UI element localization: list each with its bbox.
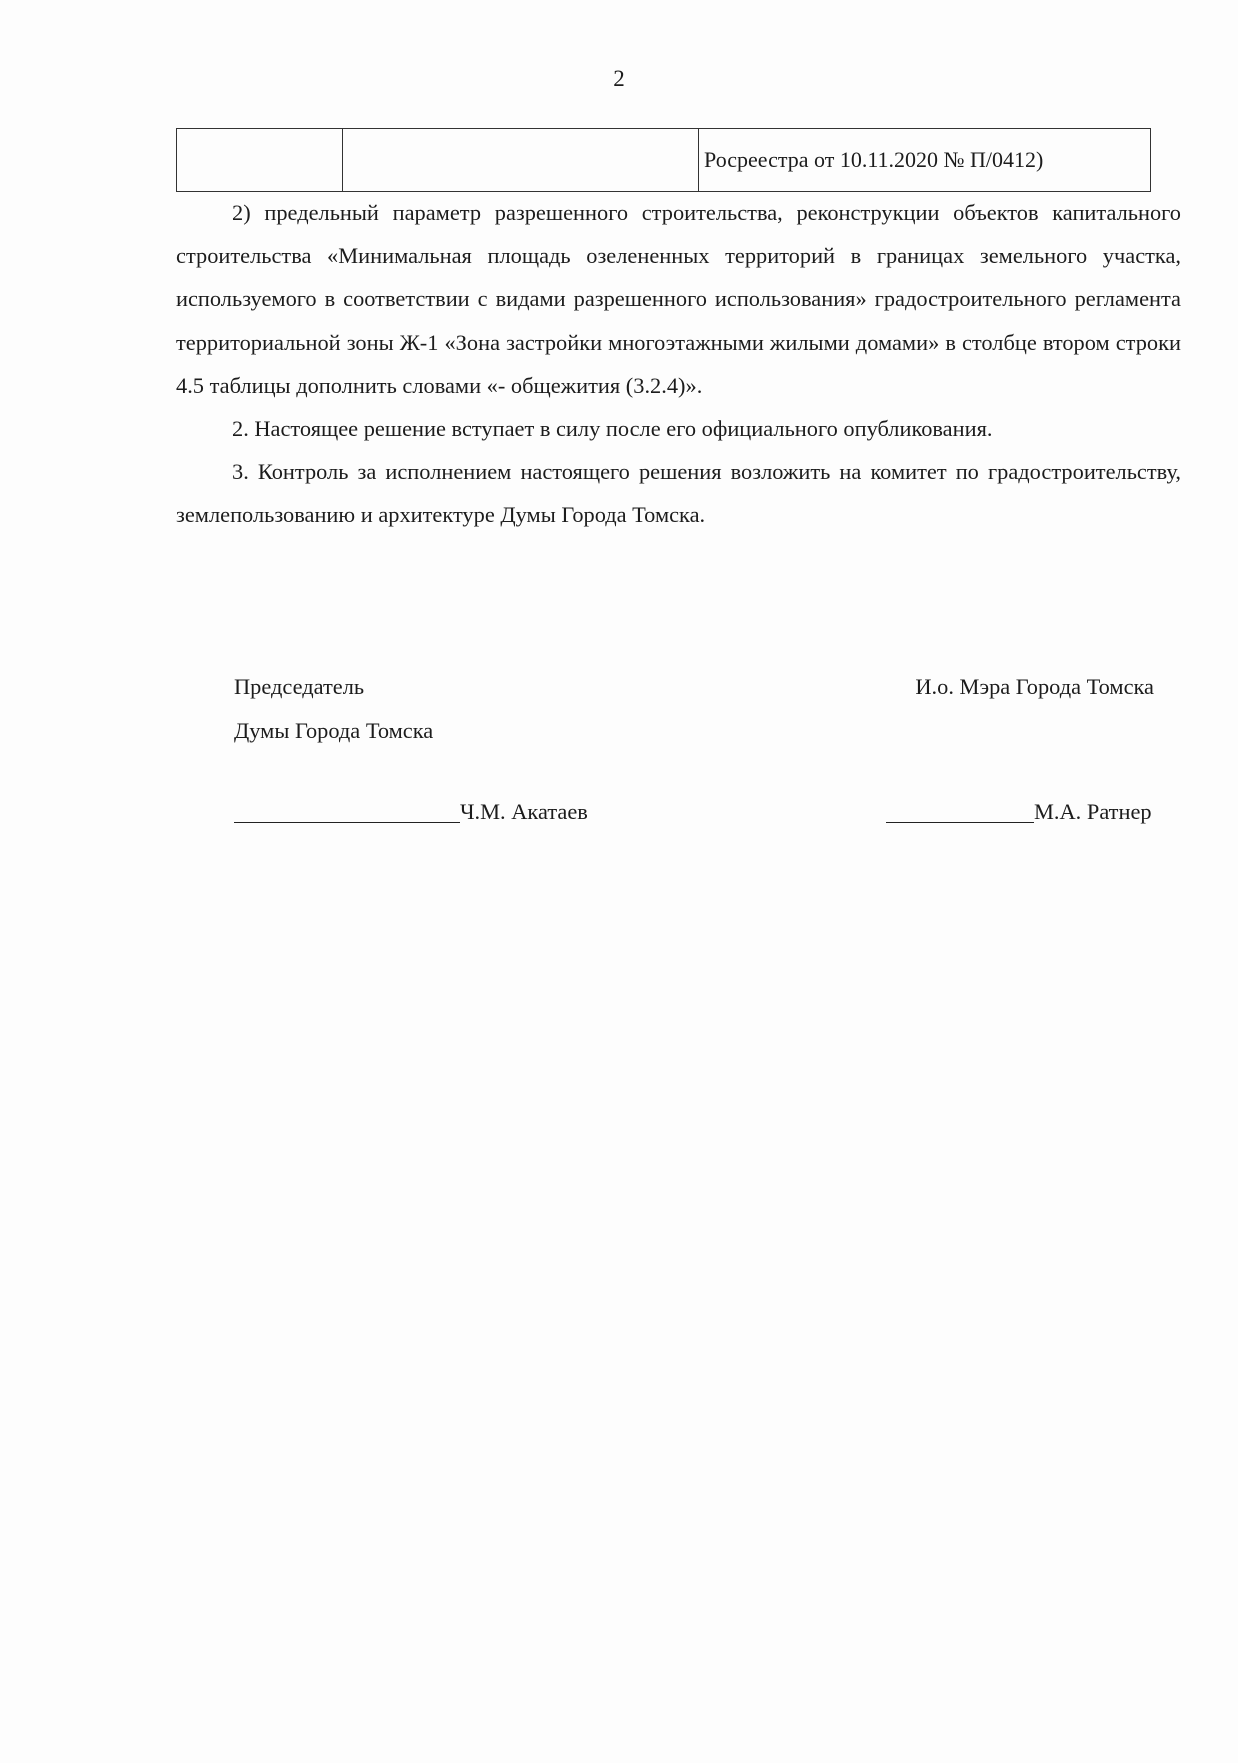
right-signatory-name: М.А. Ратнер [1034, 799, 1152, 824]
table-cell [177, 129, 343, 192]
left-signature-line [234, 797, 588, 827]
document-body [176, 191, 1181, 537]
left-signatory-name: Ч.М. Акатаев [460, 799, 588, 824]
right-signatory-title [915, 665, 1154, 709]
signature-underline [886, 800, 1034, 823]
table-cell: Росреестра от 10.11.2020 № П/0412) [699, 129, 1151, 192]
left-title-line2: Думы Города Томска [234, 717, 434, 743]
signature-underline [234, 800, 460, 823]
table-row [177, 129, 1151, 192]
paragraph-clause-2: 2. Настоящее решение вступает в силу после его официального опубликования. [232, 416, 993, 442]
table-cell [343, 129, 699, 192]
left-signatory-title [234, 665, 433, 752]
paragraph-item-2: 2) предельный параметр разрешенного строительства, реконструкции объектов капитального строительства «Минимальная площадь озелененных территорий в границах земельного участка, используемого в соответствии с видами разрешенного использования» градостроительного регламента территориальной зоны Ж-1 «Зона застройки многоэтажными жилыми домами» в столбце втором строки 4.5 таблицы дополнить словами «- общежития (3.2.4)». [176, 200, 1181, 398]
page-number: 2 [613, 66, 625, 91]
continuation-table [176, 128, 1151, 192]
right-title: И.о. Мэра Города Томска [915, 674, 1154, 699]
left-title-line1: Председатель [234, 674, 365, 699]
right-signature-line [886, 797, 1152, 827]
paragraph-clause-3: 3. Контроль за исполнением настоящего решения возложить на комитет по градостроительству, землепользованию и архитектуре Думы Города Томска. [176, 459, 1181, 528]
